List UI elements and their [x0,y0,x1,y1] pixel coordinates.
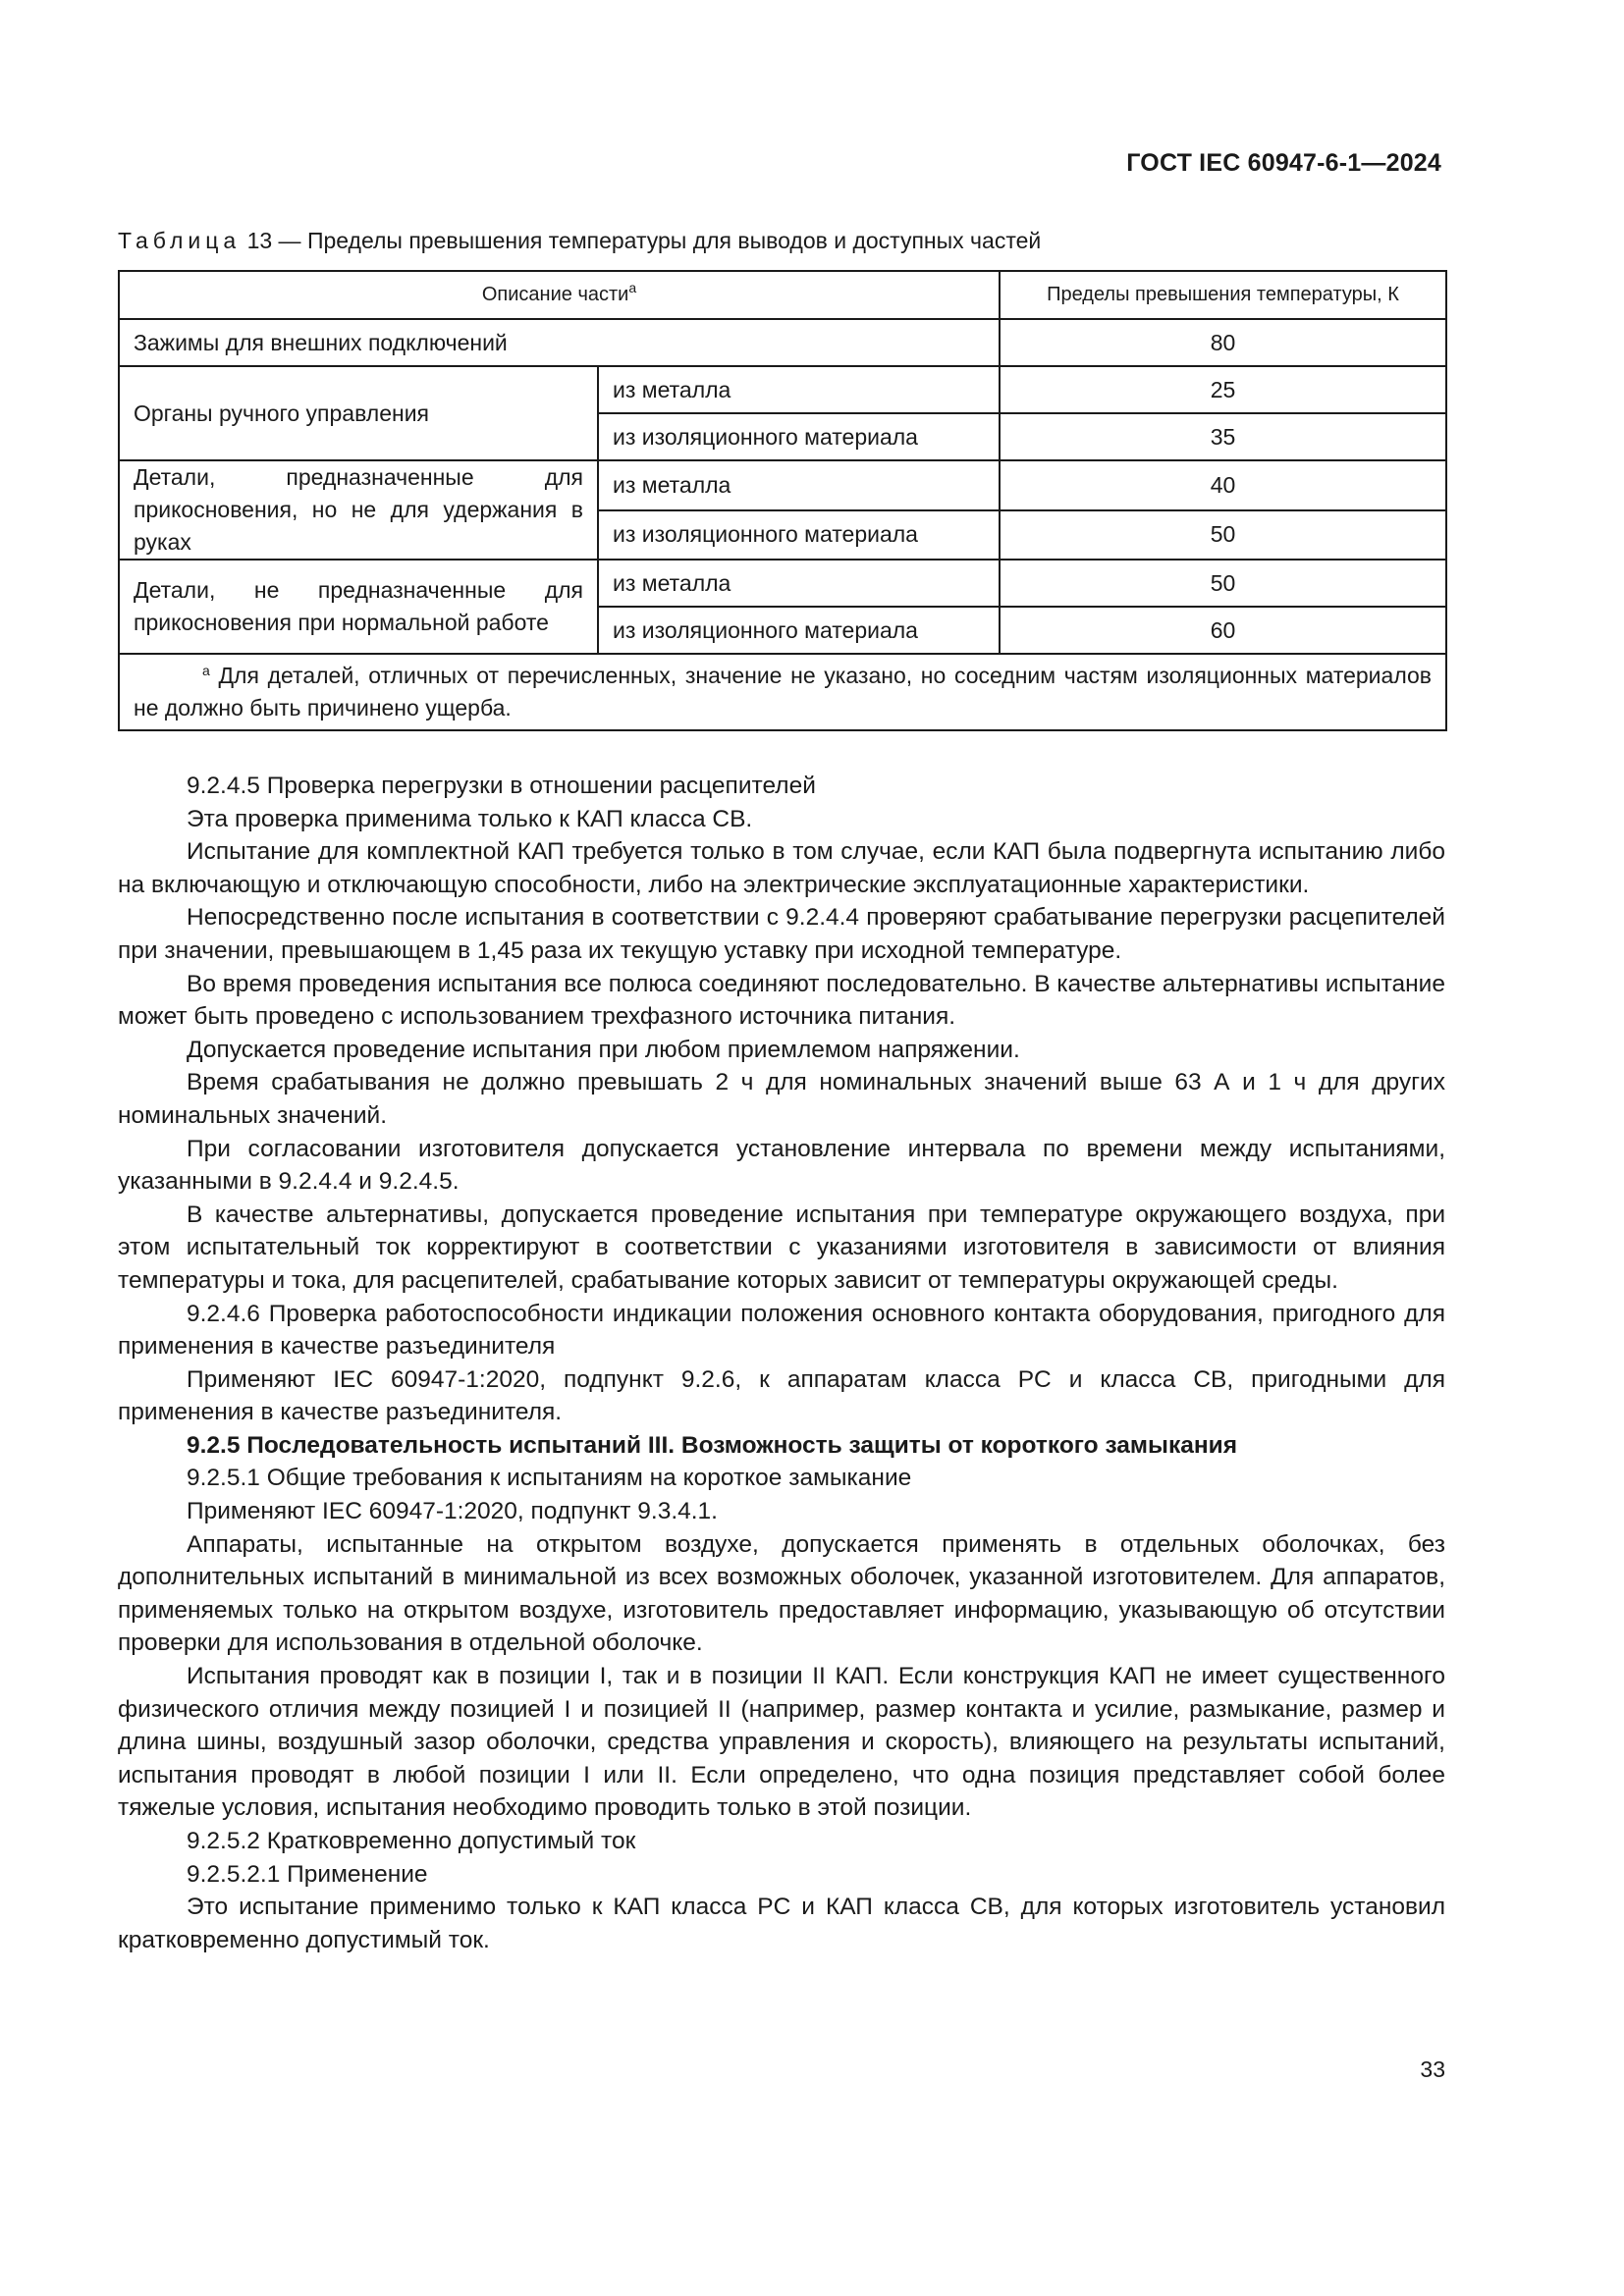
table-footnote [119,654,1446,730]
material-cell: из металла [598,366,1000,413]
paragraph: 9.2.5.2.1 Применение [187,1860,428,1888]
footnote-marker: a [628,280,637,295]
value-cell: 25 [1000,366,1446,413]
body-text [118,770,1445,1956]
table-caption [118,228,1041,254]
value-cell: 40 [1000,460,1446,510]
column-header-limit: Пределы превышения температуры, К [1000,271,1446,319]
table-row [119,319,1446,366]
paragraph: Время срабатывания не должно превышать 2 ч для номинальных значений выше 63 А и 1 ч для других номинальных значений. [118,1069,1445,1129]
paragraph: Допускается проведение испытания при любом приемлемом напряжении. [187,1036,1020,1063]
material-cell: из изоляционного материала [598,607,1000,654]
material-cell: из металла [598,460,1000,510]
paragraph: Применяют IEC 60947-1:2020, подпункт 9.3.4.1. [187,1498,718,1525]
paragraph: Это испытание применимо только к КАП класса PC и КАП класса CB, для которых изготовитель установил кратковременно допустимый ток. [118,1894,1445,1953]
value-cell: 50 [1000,560,1446,607]
paragraph: 9.2.5.2 Кратковременно допустимый ток [187,1828,636,1854]
table-row [119,366,1446,413]
footnote-text: Для деталей, отличных от перечисленных, значение не указано, но соседним частям изоляционных материалов не должно быть причинено ущерба. [134,663,1433,721]
table-row [119,560,1446,607]
section-heading: 9.2.5 Последовательность испытаний III. Возможность защиты от короткого замыкания [187,1431,1238,1459]
paragraph: Испытание для комплектной КАП требуется только в том случае, если КАП была подвергнута испытанию либо на включающую и отключающую способности, либо на электрические эксплуатационные характеристики. [118,838,1445,898]
paragraph: 9.2.5.1 Общие требования к испытаниям на короткое замыкание [187,1465,912,1492]
table-caption-title: 13 — Пределы превышения температуры для выводов и доступных частей [246,228,1042,253]
part-cell: Зажимы для внешних подключений [119,319,1000,366]
material-cell: из металла [598,560,1000,607]
paragraph: При согласовании изготовителя допускается установление интервала по времени между испытаниями, указанными в 9.2.4.4 и 9.2.4.5. [118,1135,1445,1196]
material-cell: из изоляционного материала [598,413,1000,460]
material-cell: из изоляционного материала [598,510,1000,561]
table-row [119,460,1446,510]
paragraph: Эта проверка применима только к КАП класса СВ. [187,805,753,832]
footnote-marker: a [202,663,210,678]
table-header-row [119,271,1446,319]
part-cell: Детали, предназначенные для прикосновения, но не для удержания в руках [119,460,598,560]
paragraph: 9.2.4.5 Проверка перегрузки в отношении расцепителей [187,773,816,799]
table-caption-label: Таблица [118,228,242,253]
paragraph: Применяют IEC 60947-1:2020, подпункт 9.2.6, к аппаратам класса PC и класса CB, пригодными для применения в качестве разъединителя. [118,1365,1445,1426]
value-cell: 35 [1000,413,1446,460]
paragraph: Во время проведения испытания все полюса соединяют последовательно. В качестве альтернативы испытание может быть проведено с использованием трехфазного источника питания. [118,970,1445,1031]
temperature-limits-table [118,270,1447,731]
paragraph: 9.2.4.6 Проверка работоспособности индикации положения основного контакта оборудования, пригодного для применения в качестве разъединителя [118,1300,1445,1361]
paragraph: В качестве альтернативы, допускается проведение испытания при температуре окружающего воздуха, при этом испытательный ток корректируют в соответствии с указаниями изготовителя в зависимости от влияния температуры и тока, для расцепителей, срабатывание которых зависит от температуры окружающей среды. [118,1201,1445,1294]
part-cell: Органы ручного управления [119,366,598,460]
column-header-description: Описание части$^a$ [119,271,1000,319]
value-cell: 80 [1000,319,1446,366]
paragraph: Испытания проводят как в позиции I, так и в позиции II КАП. Если конструкция КАП не имеет существенного физического отличия между позицией I и позицией II (например, размер контакта и усилие, размыкание, размер и длина шины, воздушный зазор оболочки, средства управления и скорость), влияющего на результаты испытаний, испытания проводят в любой позиции I или II. Если определено, что одна позиция представляет собой более тяжелые условия, испытания необходимо проводить только в этой позиции. [118,1663,1445,1822]
paragraph: Аппараты, испытанные на открытом воздухе, допускается применять в отдельных оболочках, без дополнительных испытаний в минимальной из всех возможных оболочек, указанной изготовителем. Для аппаратов, применяемых только на открытом воздухе, изготовитель предоставляет информацию, указывающую об отсутствии проверки для использования в отдельной оболочке. [118,1530,1445,1657]
page-number: 33 [1420,2056,1445,2082]
part-cell: Детали, не предназначенные для прикосновения при нормальной работе [119,560,598,654]
value-cell: 50 [1000,510,1446,561]
value-cell: 60 [1000,607,1446,654]
document-header: ГОСТ IEC 60947-6-1—2024 [1126,149,1441,177]
paragraph: Непосредственно после испытания в соответствии с 9.2.4.4 проверяют срабатывание перегрузки расцепителей при значении, превышающем в 1,45 раза их текущую уставку при исходной температуре. [118,904,1445,964]
table-footnote-row [119,654,1446,730]
